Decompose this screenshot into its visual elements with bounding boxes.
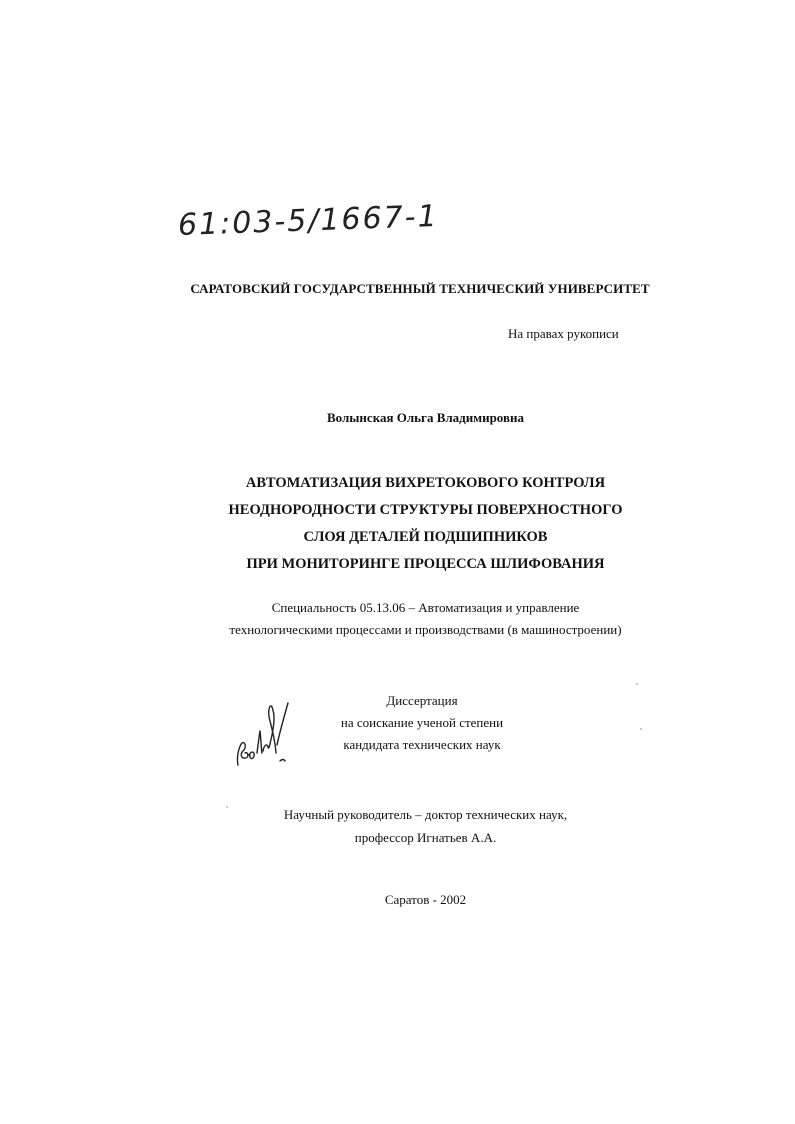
supervisor-line: профессор Игнатьев А.А. — [354, 830, 497, 845]
title-line: АВТОМАТИЗАЦИЯ ВИХРЕТОКОВОГО КОНТРОЛЯ — [245, 475, 606, 491]
author-name: Волынская Ольга Владимировна — [326, 410, 524, 425]
signature-image — [232, 695, 302, 775]
scientific-supervisor — [28, 803, 795, 849]
scan-speck — [636, 683, 638, 685]
scan-speck — [640, 728, 642, 730]
supervisor-line: Научный руководитель – доктор технических наук, — [283, 807, 568, 822]
dissertation-title — [28, 470, 795, 578]
specialty-line: технологическими процессами и производствами (в машиностроении) — [229, 622, 622, 637]
scan-speck — [226, 806, 228, 808]
specialty — [28, 597, 795, 641]
title-line: НЕОДНОРОДНОСТИ СТРУКТУРЫ ПОВЕРХНОСТНОГО — [228, 502, 623, 518]
dissertation-line: на соискание ученой степени — [340, 715, 504, 730]
university-name: САРАТОВСКИЙ ГОСУДАРСТВЕННЫЙ ТЕХНИЧЕСКИЙ УНИВЕРСИТЕТ — [190, 281, 650, 296]
specialty-line: Специальность 05.13.06 – Автоматизация и управление — [271, 600, 580, 615]
rights-note: На правах рукописи — [508, 326, 619, 341]
archive-code: 61:03-5/1667-1 — [177, 198, 440, 243]
dissertation-line: Диссертация — [386, 693, 458, 708]
dissertation-line: кандидата технических наук — [343, 737, 501, 752]
title-line: СЛОЯ ДЕТАЛЕЙ ПОДШИПНИКОВ — [303, 529, 548, 545]
title-line: ПРИ МОНИТОРИНГЕ ПРОЦЕССА ШЛИФОВАНИЯ — [246, 556, 605, 572]
city-year: Саратов - 2002 — [384, 892, 467, 907]
